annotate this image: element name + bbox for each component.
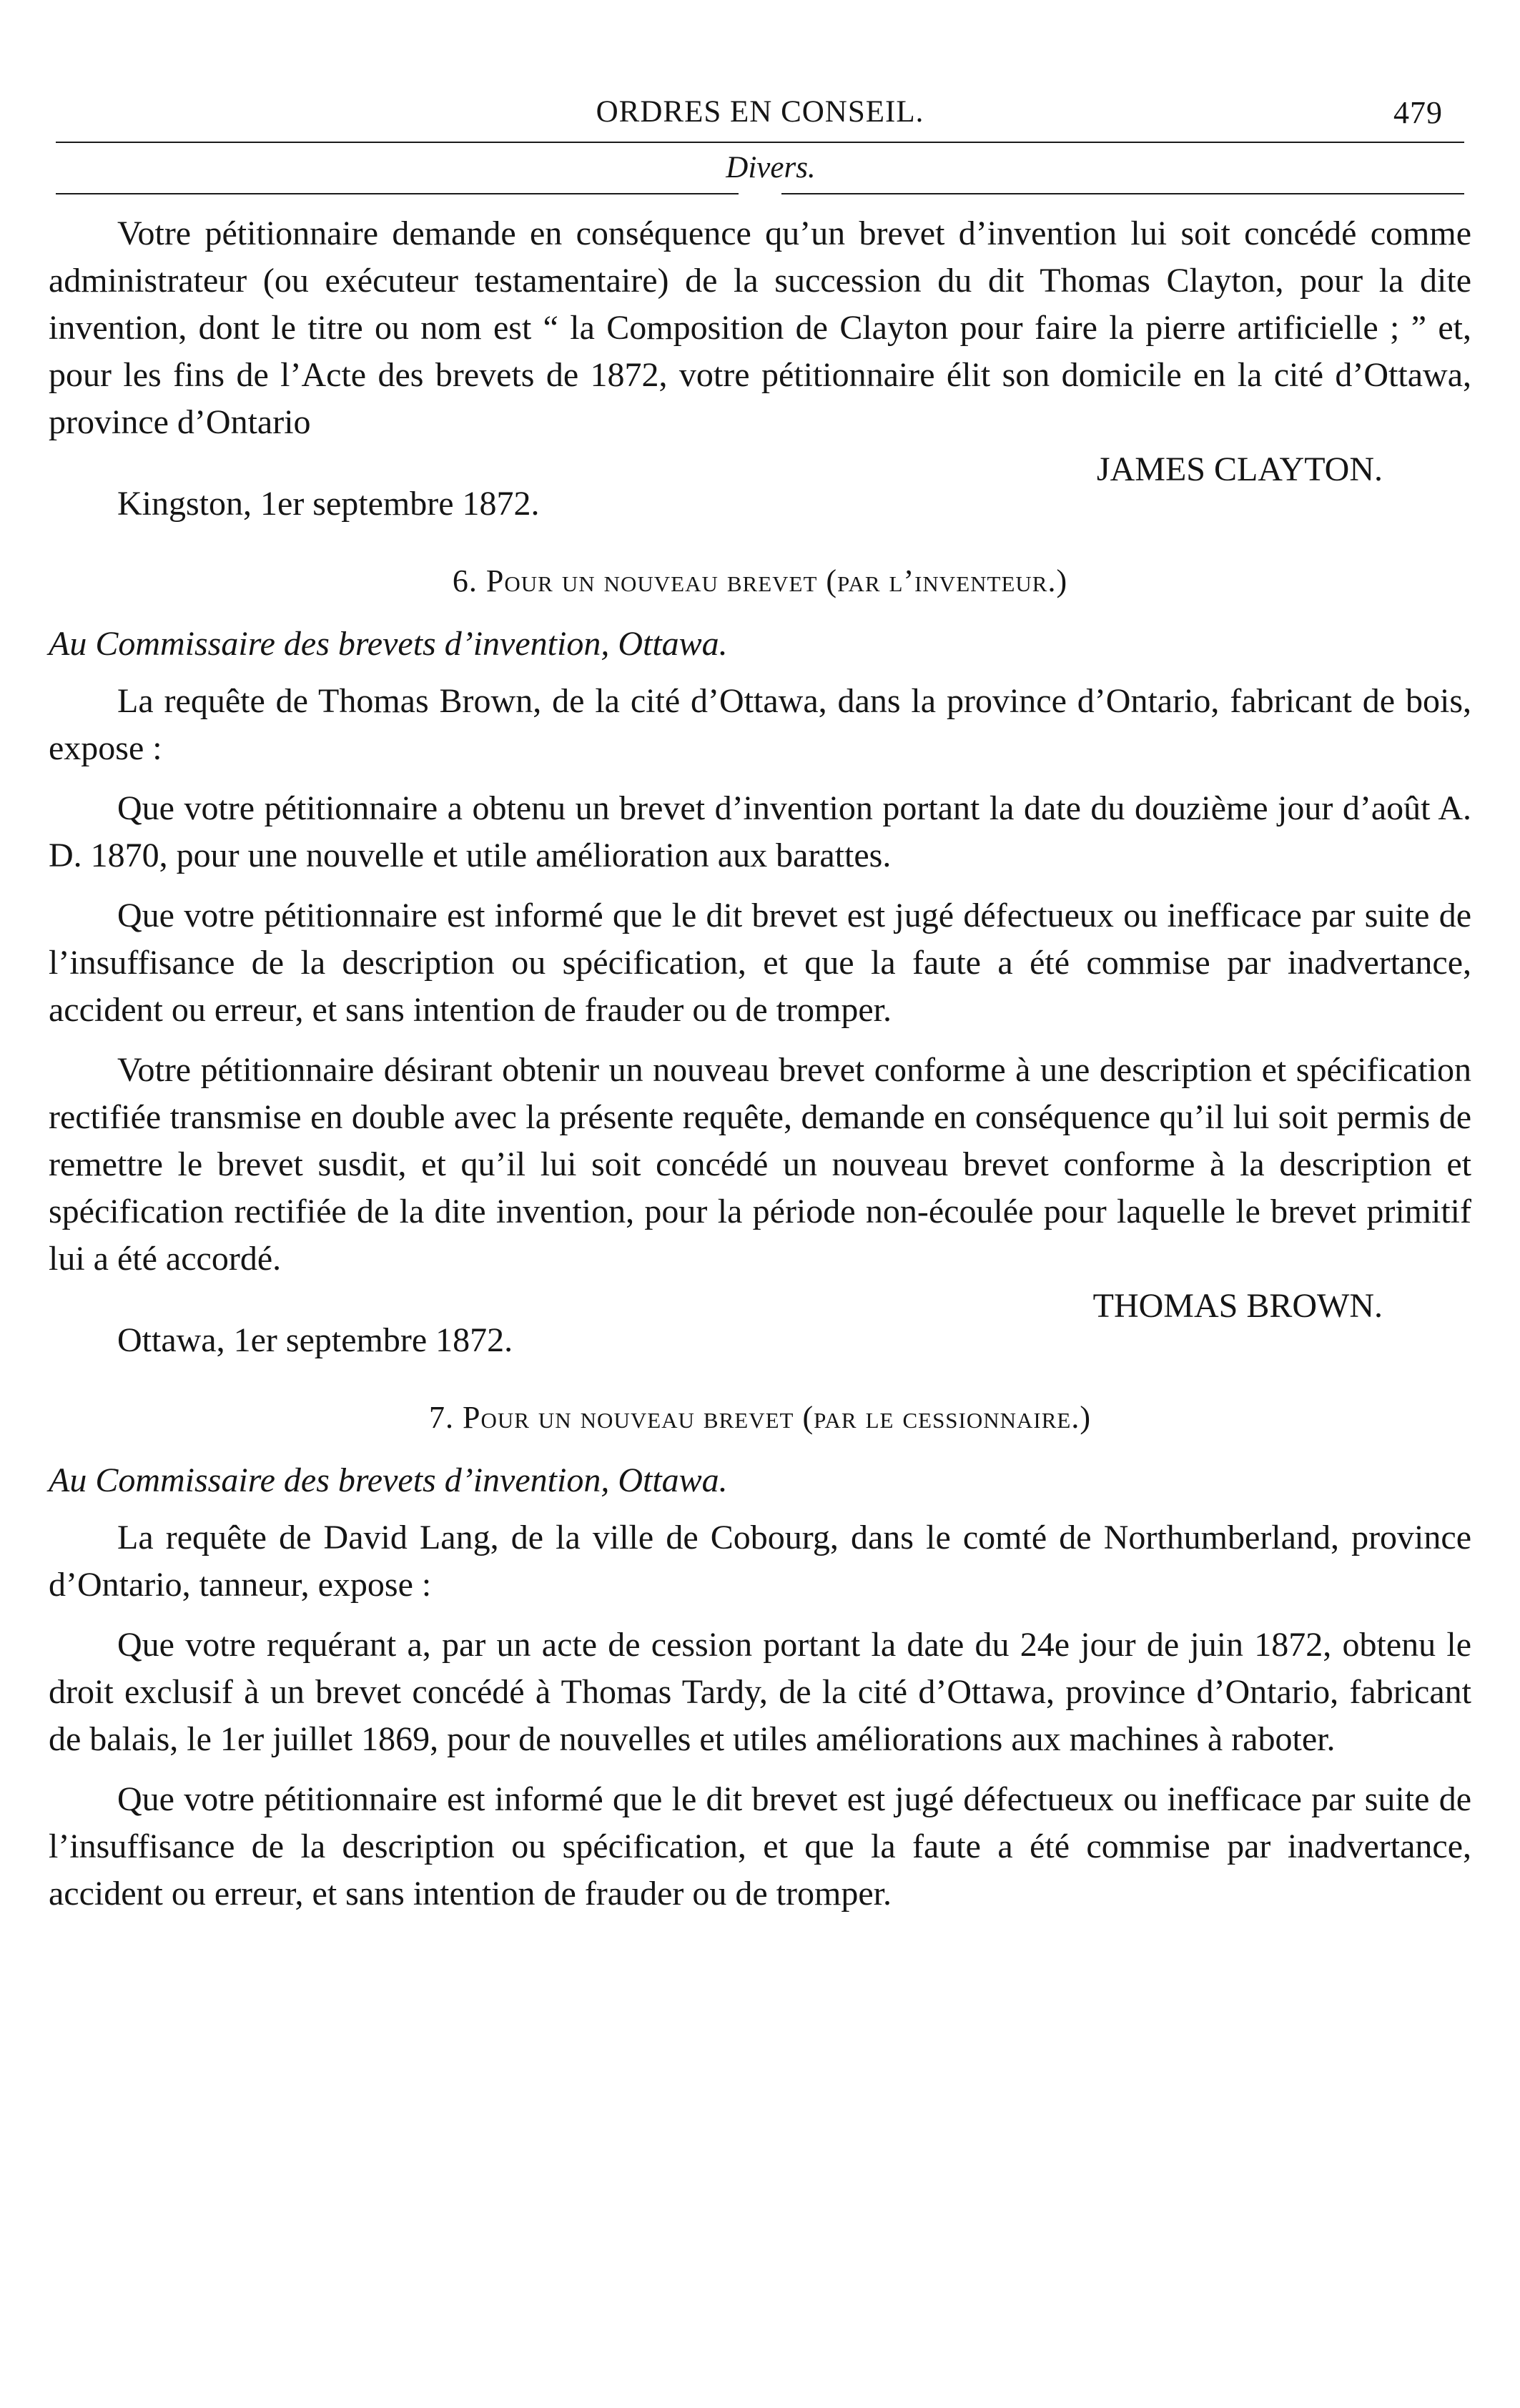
signature-james-clayton: JAMES CLAYTON. (1096, 450, 1383, 488)
signature-thomas-brown: THOMAS BROWN. (1092, 1287, 1383, 1325)
running-title: ORDRES EN CONSEIL. (596, 95, 924, 129)
paragraph-brown-new-patent: Votre pétitionnaire désirant obtenir un nouveau brevet conforme à une description et spécification rectifiée transmise en double avec la présente requête, demande en conséquence qu’il lui soit permis de remettre le brevet susdit, et qu’il lui soit concédé un nouveau brevet conforme à la description et spécification rectifiée de la dite invention, pour la période non-écoulée pour laquelle le brevet primitif lui a été accordé. (49, 1051, 1471, 1278)
paragraph-brown-request: La requête de Thomas Brown, de la cité d’Ottawa, dans la province d’Ontario, fabricant de bois, expose : (49, 682, 1471, 767)
section-rule (56, 193, 1464, 194)
paragraph-lang-defect: Que votre pétitionnaire est informé que le dit brevet est jugé défectueux ou inefficace par suite de l’insuffisance de la description ou spécification, et que la faute a été commise par inadvertance, accident ou erreur, et sans intention de frauder ou de tromper. (49, 1780, 1471, 1913)
page-number: 479 (1393, 95, 1443, 130)
paragraph-lang-assignment: Que votre requérant a, par un acte de cession portant la date du 24e jour de juin 1872, obtenu le droit exclusif à un brevet concédé à Thomas Tardy, de la cité d’Ottawa, province d’Ontario, fabricant de balais, le 1er juillet 1869, pour de nouvelles et utiles améliorations aux machines à raboter. (49, 1626, 1471, 1758)
paragraph-brown-patent: Que votre pétitionnaire a obtenu un brevet d’invention portant la date du douzième jour d’août A. D. 1870, pour une nouvelle et utile amélioration aux barattes. (49, 789, 1471, 874)
place-date-ottawa: Ottawa, 1er septembre 1872. (117, 1321, 513, 1359)
section-heading-6: 6. Pour un nouveau brevet (par l’inventeur.) (452, 563, 1068, 598)
paragraph-brown-defect: Que votre pétitionnaire est informé que le dit brevet est jugé défectueux ou inefficace par suite de l’insuffisance de la description ou spécification, et que la faute a été commise par inadvertance, accident ou erreur, et sans intention de frauder ou de tromper. (49, 897, 1471, 1029)
paragraph-clayton-request: Votre pétitionnaire demande en conséquence qu’un brevet d’invention lui soit concédé comme administrateur (ou exécuteur testamentaire) de la succession du dit Thomas Clayton, pour la dite invention, dont le titre ou nom est “ la Composition de Clayton pour faire la pierre artificielle ; ” et, pour les fins de l’Acte des brevets de 1872, votre pétitionnaire élit son domicile en la cité d’Ottawa, province d’Ontario (49, 214, 1471, 441)
running-header (49, 84, 1471, 142)
section-label: Divers. (726, 151, 816, 184)
section-heading-7: 7. Pour un nouveau brevet (par le cessionnaire.) (428, 1400, 1092, 1435)
address-commissioner-7: Au Commissaire des brevets d’invention, Ottawa. (49, 1461, 728, 1499)
place-date-kingston: Kingston, 1er septembre 1872. (117, 485, 540, 523)
address-commissioner-6: Au Commissaire des brevets d’invention, Ottawa. (49, 625, 728, 663)
paragraph-lang-request: La requête de David Lang, de la ville de Cobourg, dans le comté de Northumberland, province d’Ontario, tanneur, expose : (49, 1519, 1471, 1604)
page (49, 84, 1471, 1918)
